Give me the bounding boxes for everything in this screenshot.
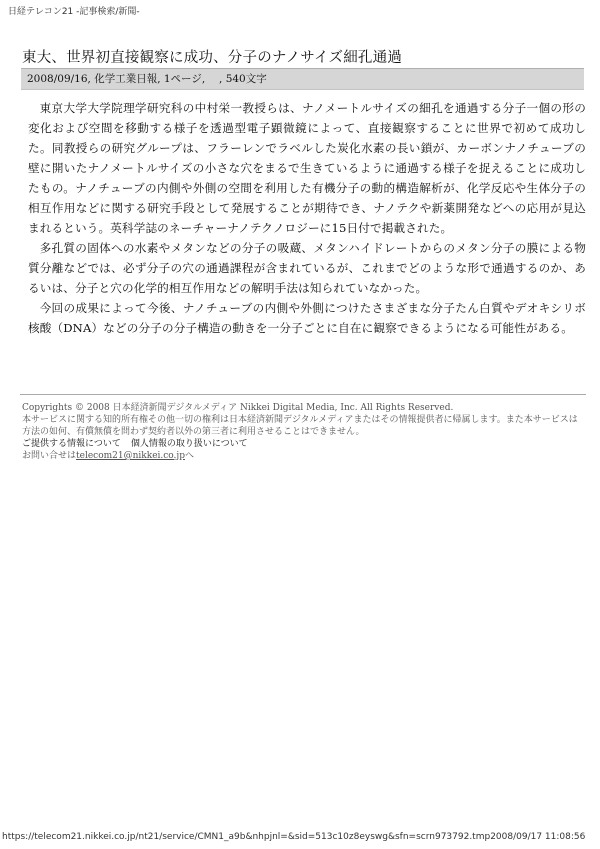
print-datetime: 2008/09/17 11:08:56 <box>490 832 586 842</box>
article-meta-bar: 2008/09/16, 化学工業日報, 1ページ, , 540文字 <box>21 68 584 90</box>
article-paragraph: 今回の成果によって今後、ナノチューブの内側や外側につけたさまざまな分子たん白質やデオキシリボ核酸（DNA）などの分子の分子構造の動きを一分子ごとに自在に観察できるようになる可能性がある。 <box>28 301 586 335</box>
privacy-policy-link[interactable]: 個人情報の取り扱いについて <box>130 439 248 449</box>
page-url: https://telecom21.nikkei.co.jp/nt21/service/CMN1_a9b&nhpjnl=&sid=513c10z8eyswg&sfn=scrn973792.tmp <box>2 832 491 842</box>
contact-line <box>22 450 586 462</box>
print-footer <box>2 832 585 842</box>
browser-page-header: 日経テレコン21 -記事検索/新聞- <box>8 7 140 17</box>
footer-divider <box>20 394 586 395</box>
contact-email-link[interactable]: telecom21@nikkei.co.jp <box>76 451 185 461</box>
article-paragraph: 多孔質の固体への水素やメタンなどの分子の吸蔵、メタンハイドレートからのメタン分子の膜による物質分離などでは、必ず分子の穴の通過課程が含まれているが、これまでどのような形で通過するのか、あるいは、分子と穴の化学的相互作用などの解明手法は知られていなかった。 <box>28 241 586 295</box>
article-paragraph: 東京大学大学院理学研究科の中村栄一教授らは、ナノメートルサイズの細孔を通過する分子一個の形の変化および空間を移動する様子を透過型電子顕微鏡によって、直接観察することに世界で初めて成功した。同教授らの研究グループは、フラーレンでラベルした炭化水素の長い鎖が、カーボンナノチューブの壁に開いたナノメートルサイズの小さな穴をまるで生きているように通過する様子を捉えることに成功したもの。ナノチューブの内側や外側の空間を利用した有機分子の動的構造解析が、化学反応や生体分子の相互作用などに関する研究手段として発展することが期待でき、ナノテクや新薬開発などへの応用が見込まれるという。英科学誌のネーチャーナノテクノロジーに15日付で掲載された。 <box>28 101 586 235</box>
article-title: 東大、世界初直接観察に成功、分子のナノサイズ細孔通過 <box>22 50 403 66</box>
footer <box>22 402 586 462</box>
contact-prefix: お問い合せは <box>22 451 77 461</box>
copyright-text: Copyrights © 2008 日本経済新聞デジタルメディア Nikkei Digital Media, Inc. All Rights Reserved. <box>22 403 454 413</box>
footer-links <box>22 438 586 450</box>
contact-suffix: へ <box>184 451 194 461</box>
article-body <box>28 98 586 338</box>
info-providers-link[interactable]: ご提供する情報について <box>22 439 121 449</box>
rights-notice: 本サービスに関する知的所有権その他一切の権利は日本経済新聞デジタルメディアまたはその情報提供者に帰属します。また本サービスは方法の如何、有償無償を問わず契約者以外の第三者に利用させることはできません。 <box>22 415 578 437</box>
